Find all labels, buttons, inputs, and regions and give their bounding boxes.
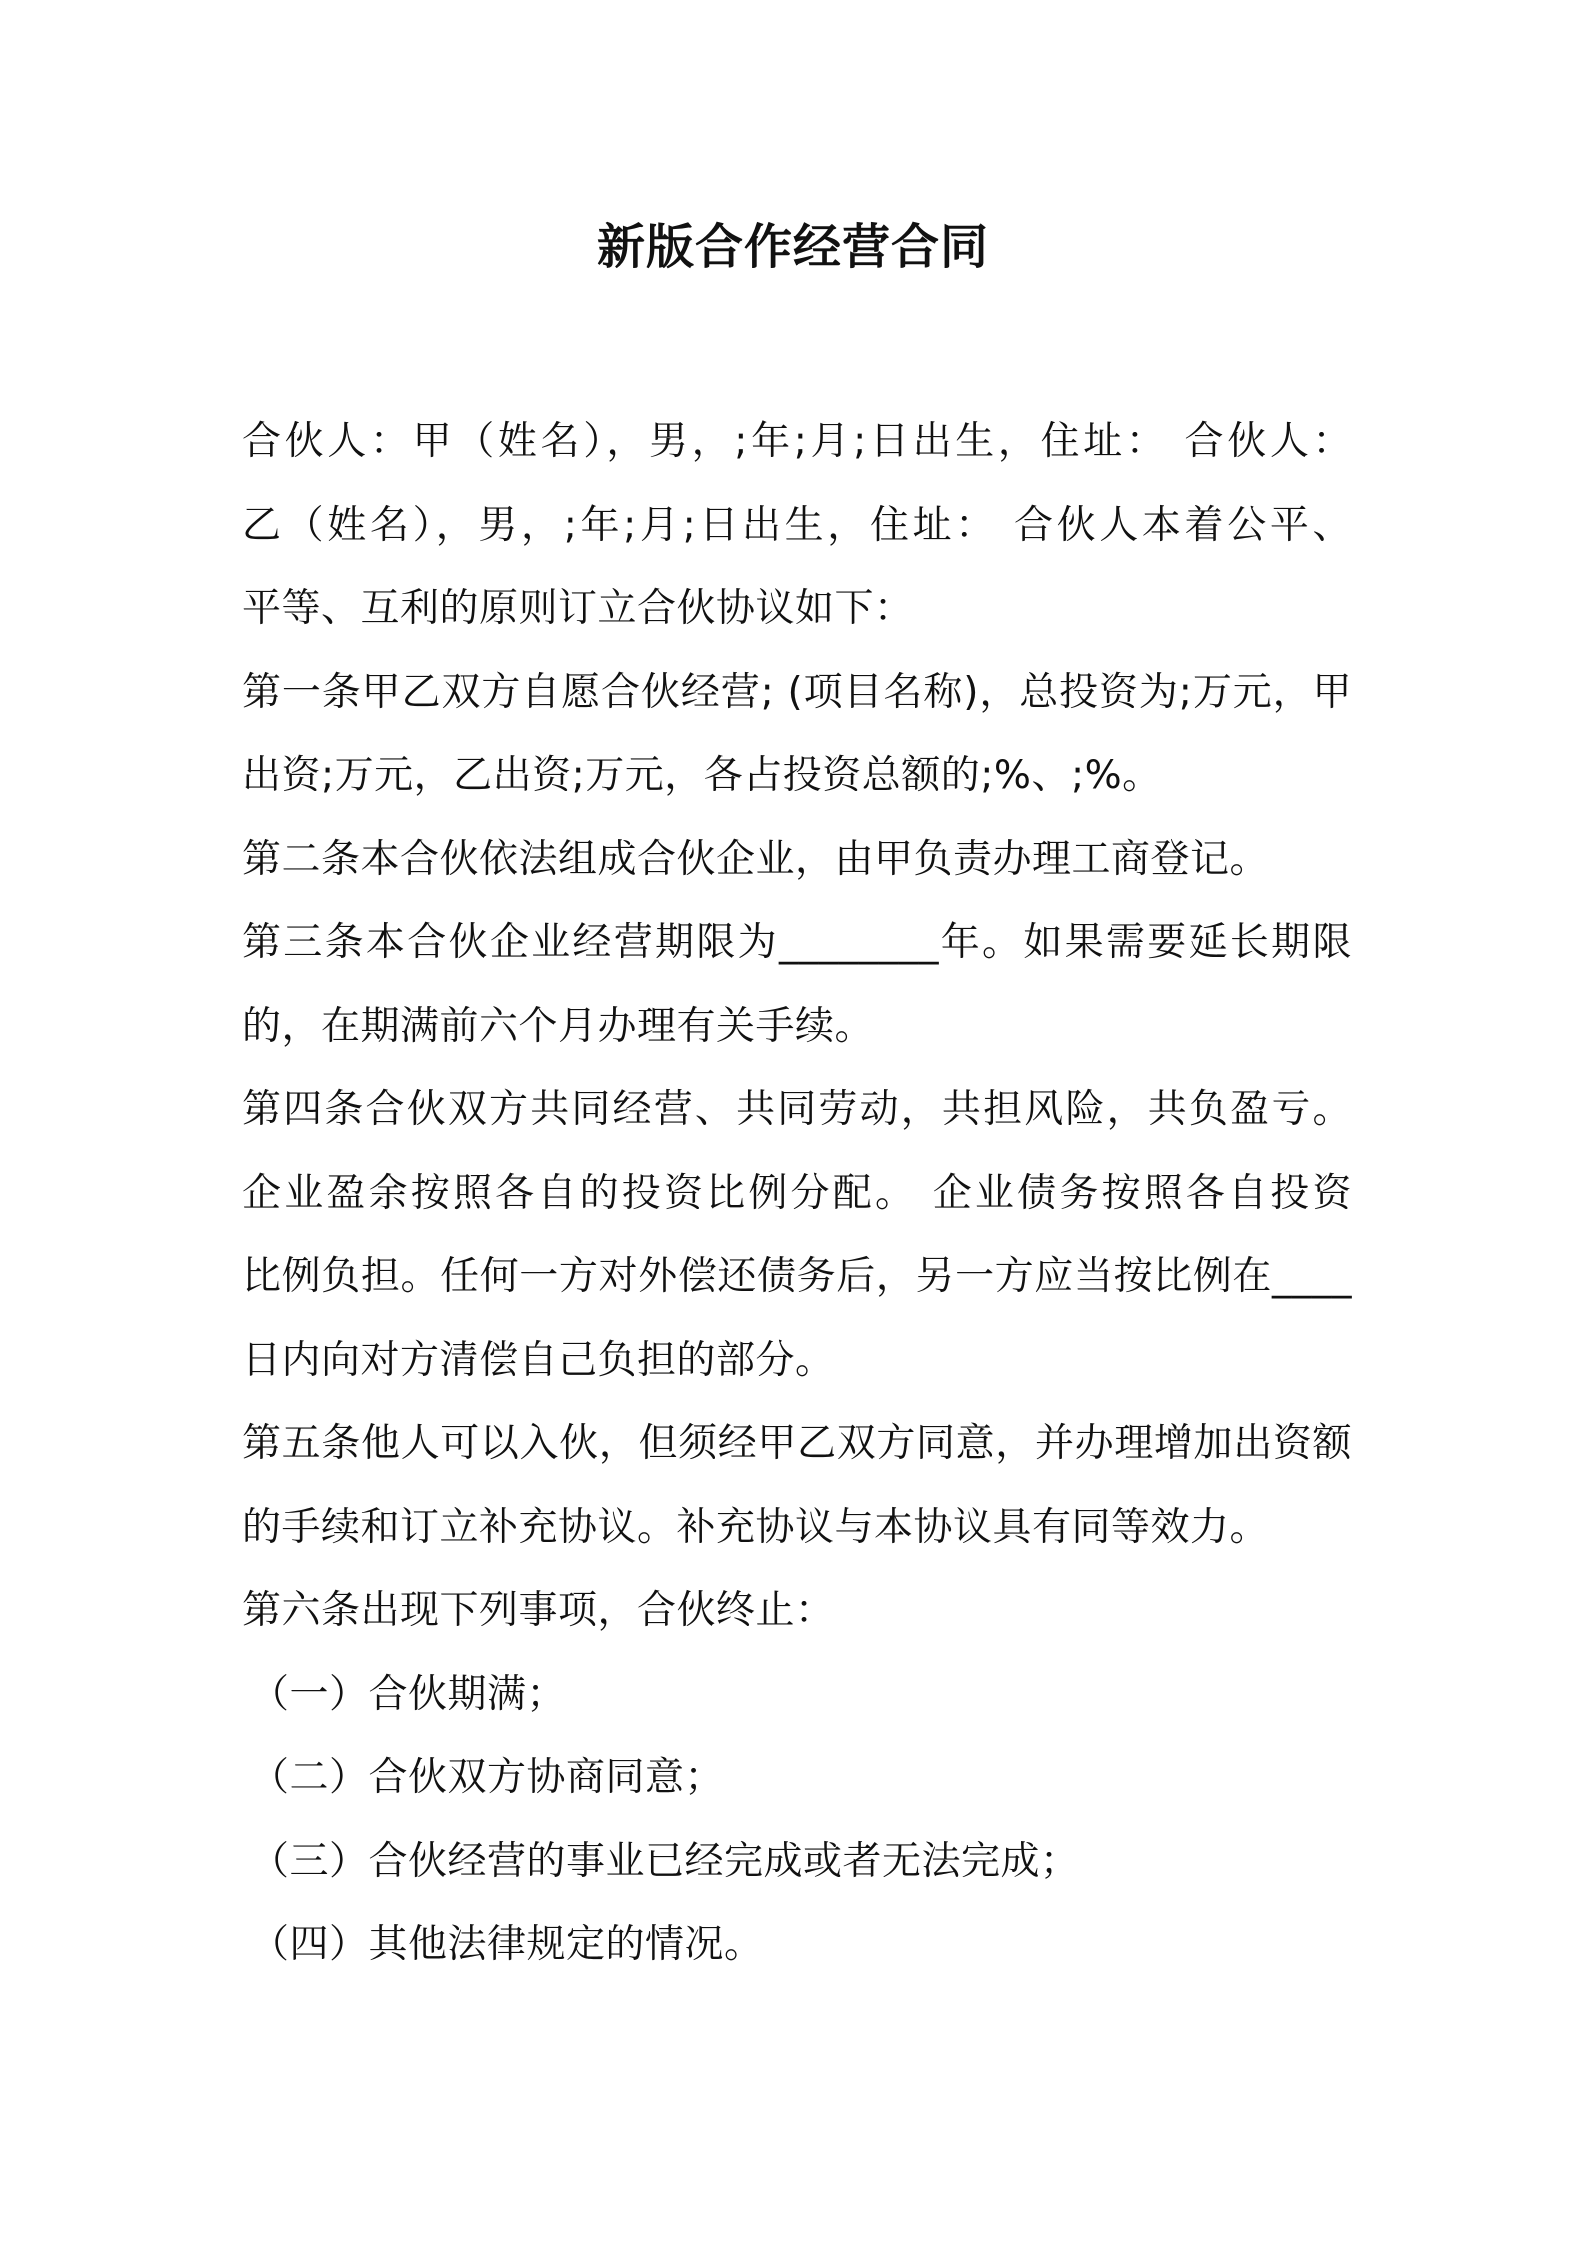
article-2-line: 第二条本合伙依法组成合伙企业，由甲负责办理工商登记。 bbox=[242, 836, 1270, 882]
list-item: （三）合伙经营的事业已经完成或者无法完成； bbox=[250, 1838, 1080, 1884]
article-5-line: 的手续和订立补充协议。补充协议与本协议具有同等效力。 bbox=[242, 1504, 1270, 1550]
list-item: （四）其他法律规定的情况。 bbox=[250, 1922, 764, 1967]
article-4-line: 企业盈余按照各自的投资比例分配。 企业债务按照各自投资 bbox=[242, 1170, 1352, 1216]
article-5-line: 第五条他人可以入伙，但须经甲乙双方同意，并办理增加出资额 bbox=[242, 1421, 1352, 1466]
article-3-line: 第三条本合伙企业经营期限为________年。如果需要延长期限 bbox=[242, 920, 1352, 965]
article-3-line: 的，在期满前六个月办理有关手续。 bbox=[242, 1003, 875, 1049]
article-4-line: 第四条合伙双方共同经营、共同劳动，共担风险，共负盈亏。 bbox=[242, 1087, 1352, 1132]
article-6-line: 第六条出现下列事项，合伙终止： bbox=[242, 1588, 835, 1633]
body-line: 合伙人：甲（姓名），男，;年;月;日出生，住址： 合伙人： bbox=[242, 419, 1352, 464]
body-line: 平等、互利的原则订立合伙协议如下： bbox=[242, 586, 914, 631]
article-4-line: 日内向对方清偿自己负担的部分。 bbox=[242, 1337, 835, 1383]
list-item: （一）合伙期满； bbox=[250, 1671, 567, 1717]
article-1-line: 第一条甲乙双方自愿合伙经营; (项目名称)，总投资为;万元，甲 bbox=[242, 669, 1352, 715]
list-item: （二）合伙双方协商同意； bbox=[250, 1755, 725, 1800]
article-4-line: 比例负担。任何一方对外偿还债务后，另一方应当按比例在____ bbox=[242, 1254, 1352, 1299]
document-title: 新版合作经营合同 bbox=[596, 219, 989, 275]
document-body bbox=[242, 400, 1352, 1987]
body-line: 乙（姓名），男，;年;月;日出生，住址： 合伙人本着公平、 bbox=[242, 502, 1352, 548]
article-1-line: 出资;万元，乙出资;万元，各占投资总额的;%、;%。 bbox=[242, 753, 1162, 798]
